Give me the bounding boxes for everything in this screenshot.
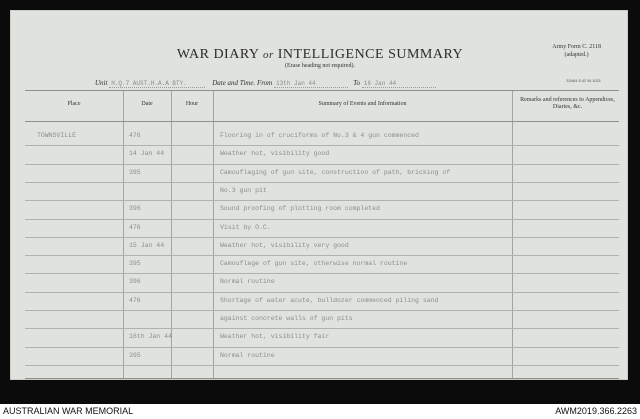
header-rule <box>25 121 619 122</box>
row-summary: Camouflage of gun site, otherwise normal routine <box>220 260 408 268</box>
row-summary: Normal routine <box>220 351 275 359</box>
row-rule <box>25 164 619 165</box>
column-divider <box>512 91 513 378</box>
army-form-number: Army Form C. 2118 <box>552 44 601 50</box>
unit-date-line <box>95 79 436 88</box>
print-code: 33464 5.42 W.1021 <box>566 78 601 83</box>
row-date: 476 <box>129 132 141 139</box>
row-summary: Camouflaging of gun site, construction of path, bricking of <box>220 168 451 176</box>
row-summary: Visit by O.C. <box>220 223 271 231</box>
column-divider <box>213 91 214 378</box>
diary-sheet <box>10 10 628 380</box>
row-summary: Flooring in of cruciforms of No.3 & 4 gun commenced <box>220 132 419 139</box>
from-value: 13th Jan 44 <box>274 80 348 88</box>
row-date: 395 <box>129 351 141 359</box>
row-rule <box>25 182 619 183</box>
row-rule <box>25 145 619 146</box>
caption-institution: AUSTRALIAN WAR MEMORIAL <box>3 406 134 416</box>
row-date: 395 <box>129 168 141 176</box>
row-date: 476 <box>129 223 141 231</box>
row-summary: Weather hot, visibility fair <box>220 333 330 341</box>
row-date: 14 Jan 44 <box>129 150 165 158</box>
from-label: From <box>256 79 273 87</box>
row-date: 15 Jan 44 <box>129 241 165 249</box>
unit-value: H.Q.7 AUST.H.A.A BTY. <box>109 80 205 88</box>
row-date: 396 <box>129 205 141 213</box>
unit-label: Unit <box>95 79 108 87</box>
row-rule <box>25 328 619 329</box>
army-form-label <box>552 43 601 59</box>
row-date: 395 <box>129 260 141 268</box>
row-rule <box>25 237 619 238</box>
column-divider <box>123 91 124 378</box>
army-form-adapted: (adapted.) <box>564 52 589 58</box>
row-summary: No.3 gun pit <box>220 186 267 194</box>
row-rule <box>25 273 619 274</box>
header-date: Date <box>141 101 153 107</box>
header-place: Place <box>67 101 81 107</box>
title-or: or <box>262 49 274 61</box>
form-subtitle: (Erase heading not required). <box>285 63 355 69</box>
row-summary: Sound proofing of plotting room completed <box>220 205 380 213</box>
row-summary: against concrete walls of gun pits <box>220 315 353 322</box>
row-rule <box>25 347 619 348</box>
row-date: 396 <box>129 278 141 286</box>
row-summary: Shortage of water acute, bulldozer commenced piling sand <box>220 296 439 304</box>
row-date: 16th Jan 44 <box>129 333 172 341</box>
form-title <box>11 47 629 63</box>
to-value: 16 Jan 44 <box>362 80 436 88</box>
row-summary: Weather hot, visibility very good <box>220 241 349 249</box>
title-war-diary: WAR DIARY <box>176 47 259 62</box>
caption-accession-number: AWM2019.366.2263 <box>555 406 637 416</box>
date-time-label: Date and Time. <box>212 79 256 87</box>
header-hour: Hour <box>185 101 199 107</box>
row-rule <box>25 310 619 311</box>
row-rule <box>25 219 619 220</box>
header-summary: Summary of Events and Information <box>318 101 407 107</box>
header-remarks: Remarks and references to Appendices, Diaries, &c. <box>520 97 615 110</box>
row-rule <box>25 200 619 201</box>
row-rule <box>25 292 619 293</box>
row-place: TOWNSVILLE <box>37 132 77 139</box>
row-summary: Normal routine <box>220 278 275 286</box>
row-rule <box>25 365 619 366</box>
row-summary: Weather hot, visibility good <box>220 150 330 158</box>
row-rule <box>25 255 619 256</box>
to-label: To <box>353 79 360 87</box>
row-date: 476 <box>129 296 141 304</box>
title-intelligence-summary: INTELLIGENCE SUMMARY <box>277 47 464 62</box>
diary-table <box>25 90 619 379</box>
